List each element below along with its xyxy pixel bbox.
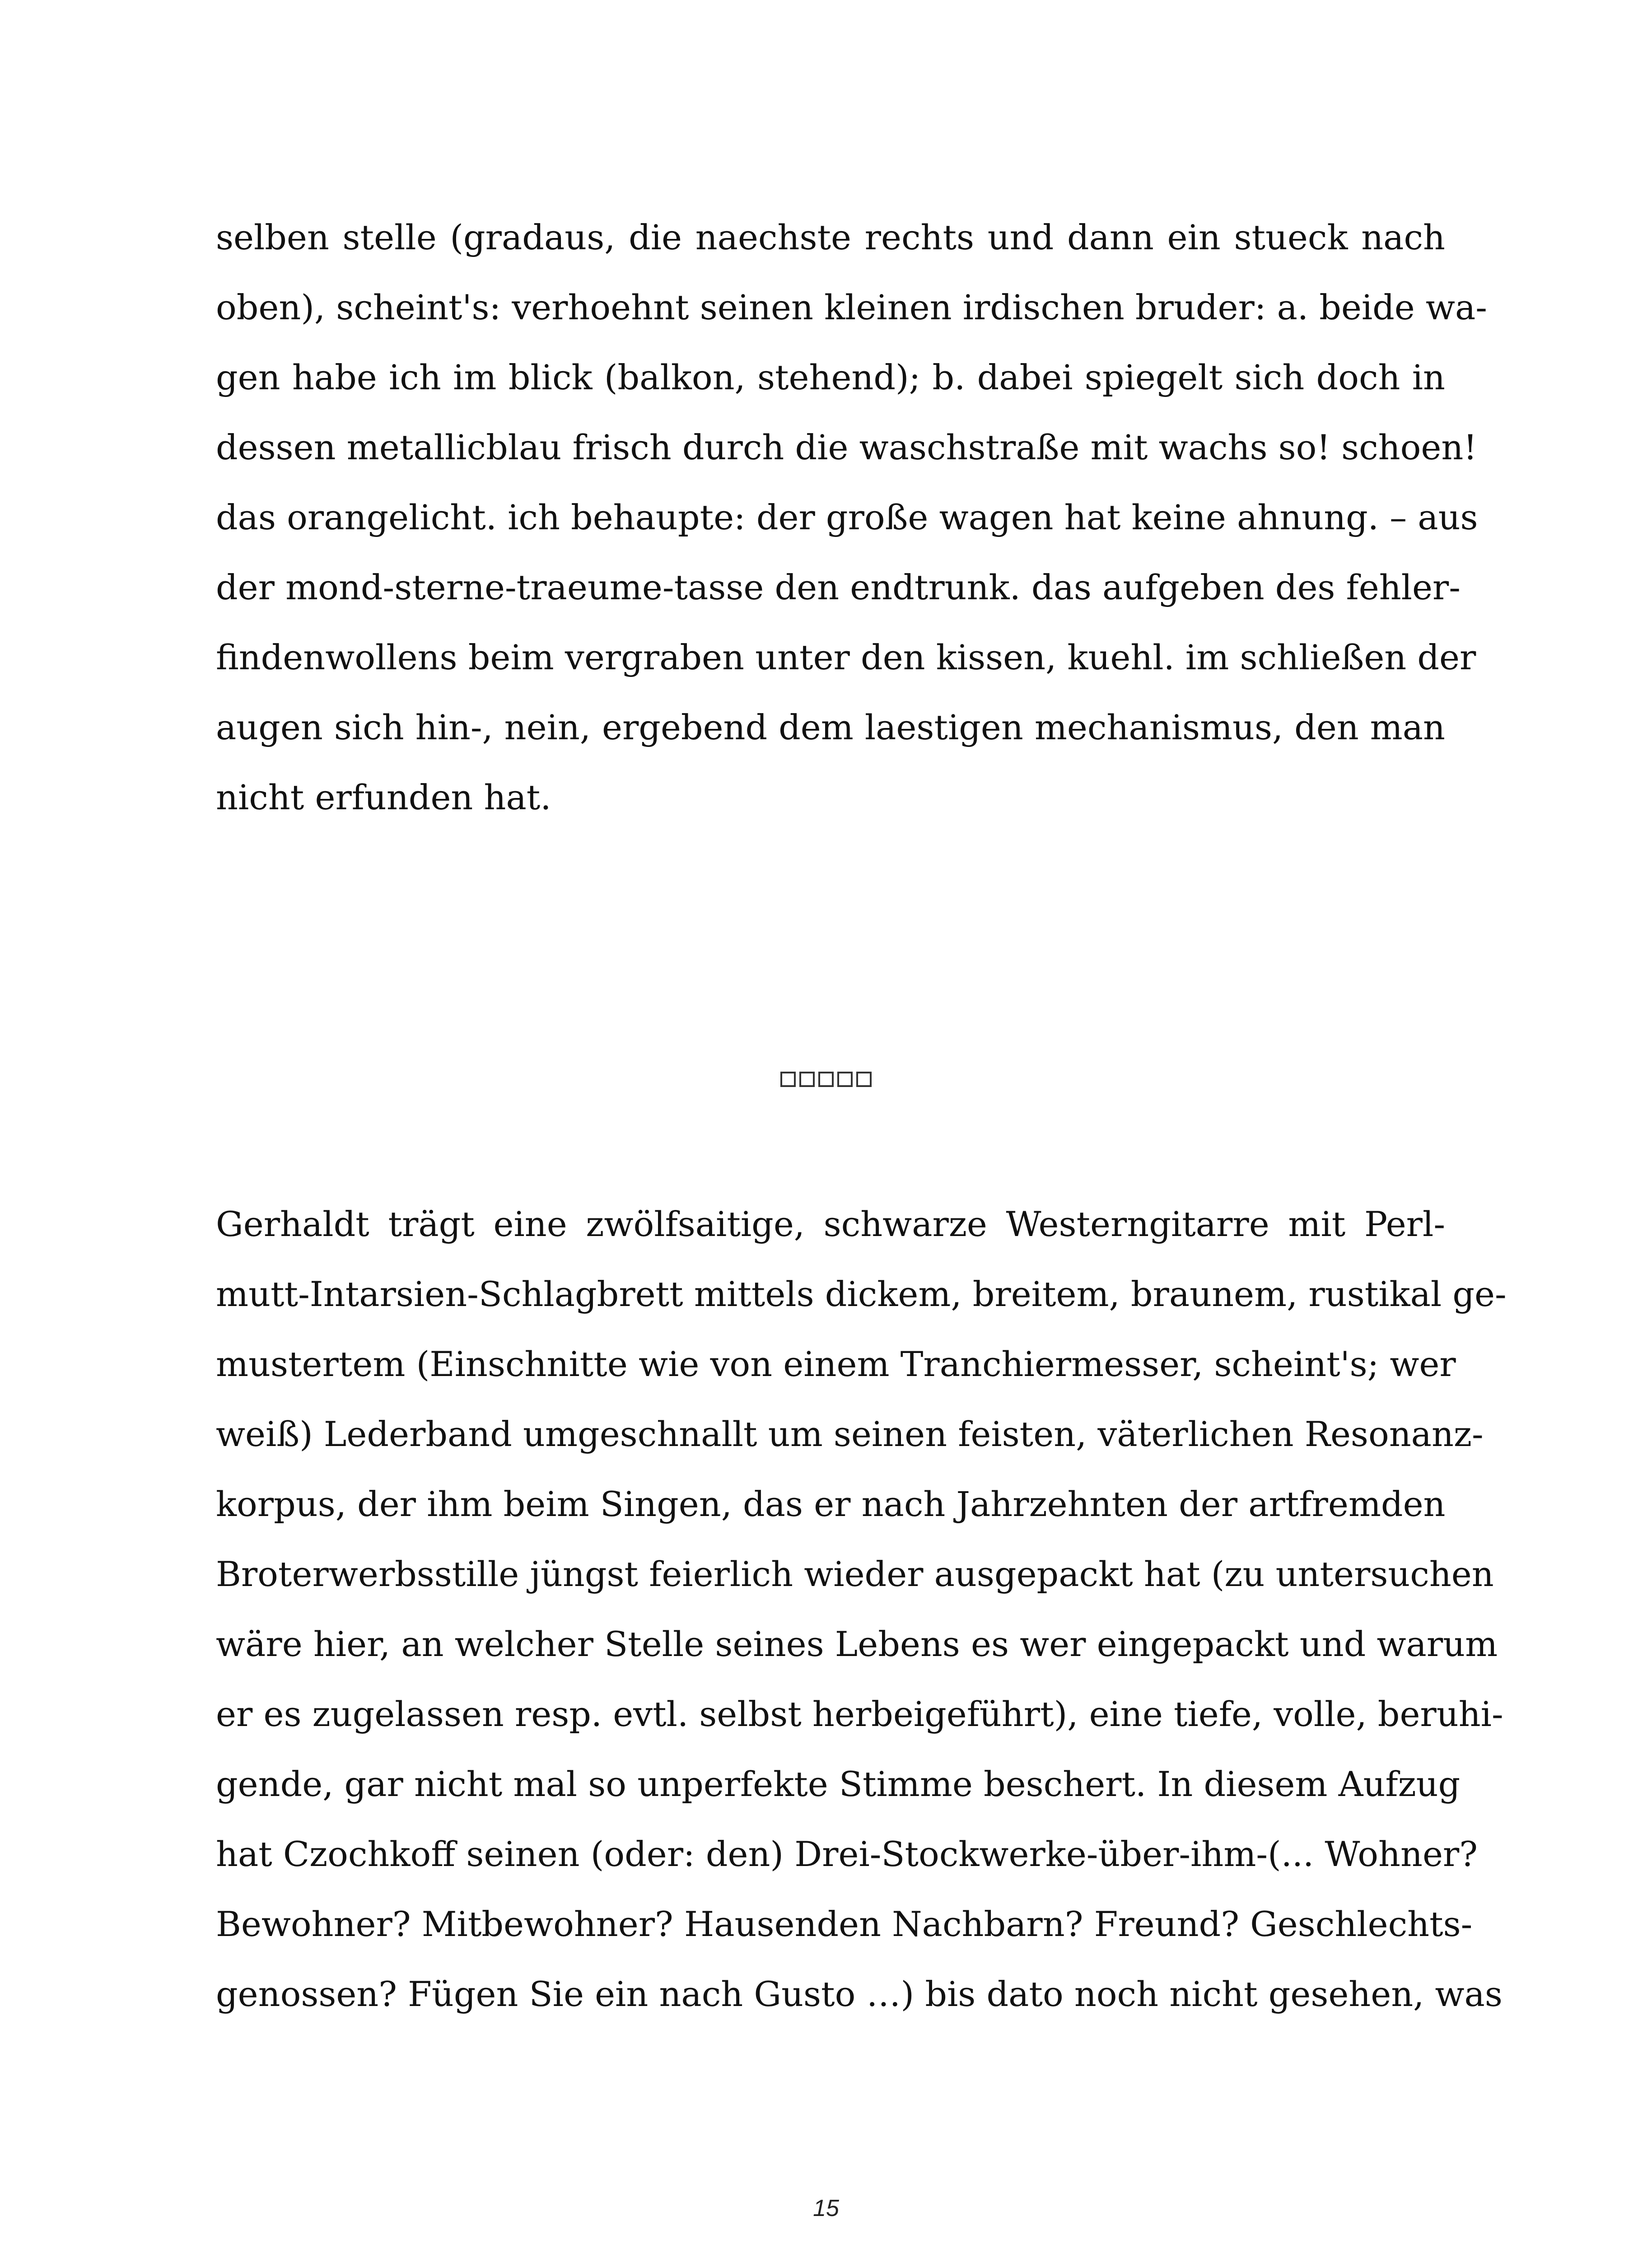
text-line: nicht erfunden hat. — [216, 777, 551, 817]
text-line: augen sich hin-, nein, ergebend dem laestigen mechanismus, den man — [216, 707, 1445, 747]
square-ornament-icon — [799, 1072, 815, 1087]
text-line: weiß) Lederband umgeschnallt um seinen feisten, väterlichen Resonanz- — [216, 1414, 1484, 1454]
text-line: selben stelle (gradaus, die naechste rechts und dann ein stueck nach — [216, 217, 1445, 257]
text-line: wäre hier, an welcher Stelle seines Lebens es wer eingepackt und warum — [216, 1624, 1498, 1664]
text-line: er es zugelassen resp. evtl. selbst herbeigeführt), eine tiefe, volle, beruhi- — [216, 1694, 1503, 1734]
page-number: 15 — [813, 2195, 839, 2221]
paragraph-1 — [216, 202, 1487, 832]
square-ornament-icon — [856, 1072, 872, 1087]
text-line: hat Czochkoff seinen (oder: den) Drei-Stockwerke-über-ihm-(... Wohner? — [216, 1834, 1478, 1874]
paragraph-2 — [216, 1189, 1507, 2029]
text-line: Bewohner? Mitbewohner? Hausenden Nachbarn? Freund? Geschlechts- — [216, 1904, 1473, 1944]
text-line: findenwollens beim vergraben unter den kissen, kuehl. im schließen der — [216, 637, 1476, 677]
square-ornament-icon — [780, 1072, 796, 1087]
square-ornament-icon — [818, 1072, 834, 1087]
text-line: dessen metallicblau frisch durch die waschstraße mit wachs so! schoen! — [216, 427, 1477, 467]
text-line: Gerhaldt trägt eine zwölfsaitige, schwarze Westerngitarre mit Perl- — [216, 1204, 1445, 1244]
text-line: mutt-Intarsien-Schlagbrett mittels dickem, breitem, braunem, rustikal ge- — [216, 1274, 1507, 1314]
text-line: das orangelicht. ich behaupte: der große wagen hat keine ahnung. – aus — [216, 497, 1478, 537]
text-line: der mond-sterne-traeume-tasse den endtrunk. das aufgeben des fehler- — [216, 567, 1461, 607]
text-line: genossen? Fügen Sie ein nach Gusto …) bis dato noch nicht gesehen, was — [216, 1974, 1503, 2014]
text-line: Broterwerbsstille jüngst feierlich wieder ausgepackt hat (zu untersuchen — [216, 1554, 1494, 1594]
text-line: korpus, der ihm beim Singen, das er nach Jahrzehnten der artfremden — [216, 1484, 1446, 1524]
text-line: gen habe ich im blick (balkon, stehend); b. dabei spiegelt sich doch in — [216, 357, 1445, 397]
text-line: mustertem (Einschnitte wie von einem Tranchiermesser, scheint's; wer — [216, 1344, 1456, 1384]
square-ornament-icon — [837, 1072, 853, 1087]
section-separator — [0, 1072, 1652, 1087]
text-line: oben), scheint's: verhoehnt seinen kleinen irdischen bruder: a. beide wa- — [216, 287, 1487, 327]
text-line: gende, gar nicht mal so unperfekte Stimme beschert. In diesem Aufzug — [216, 1764, 1461, 1804]
